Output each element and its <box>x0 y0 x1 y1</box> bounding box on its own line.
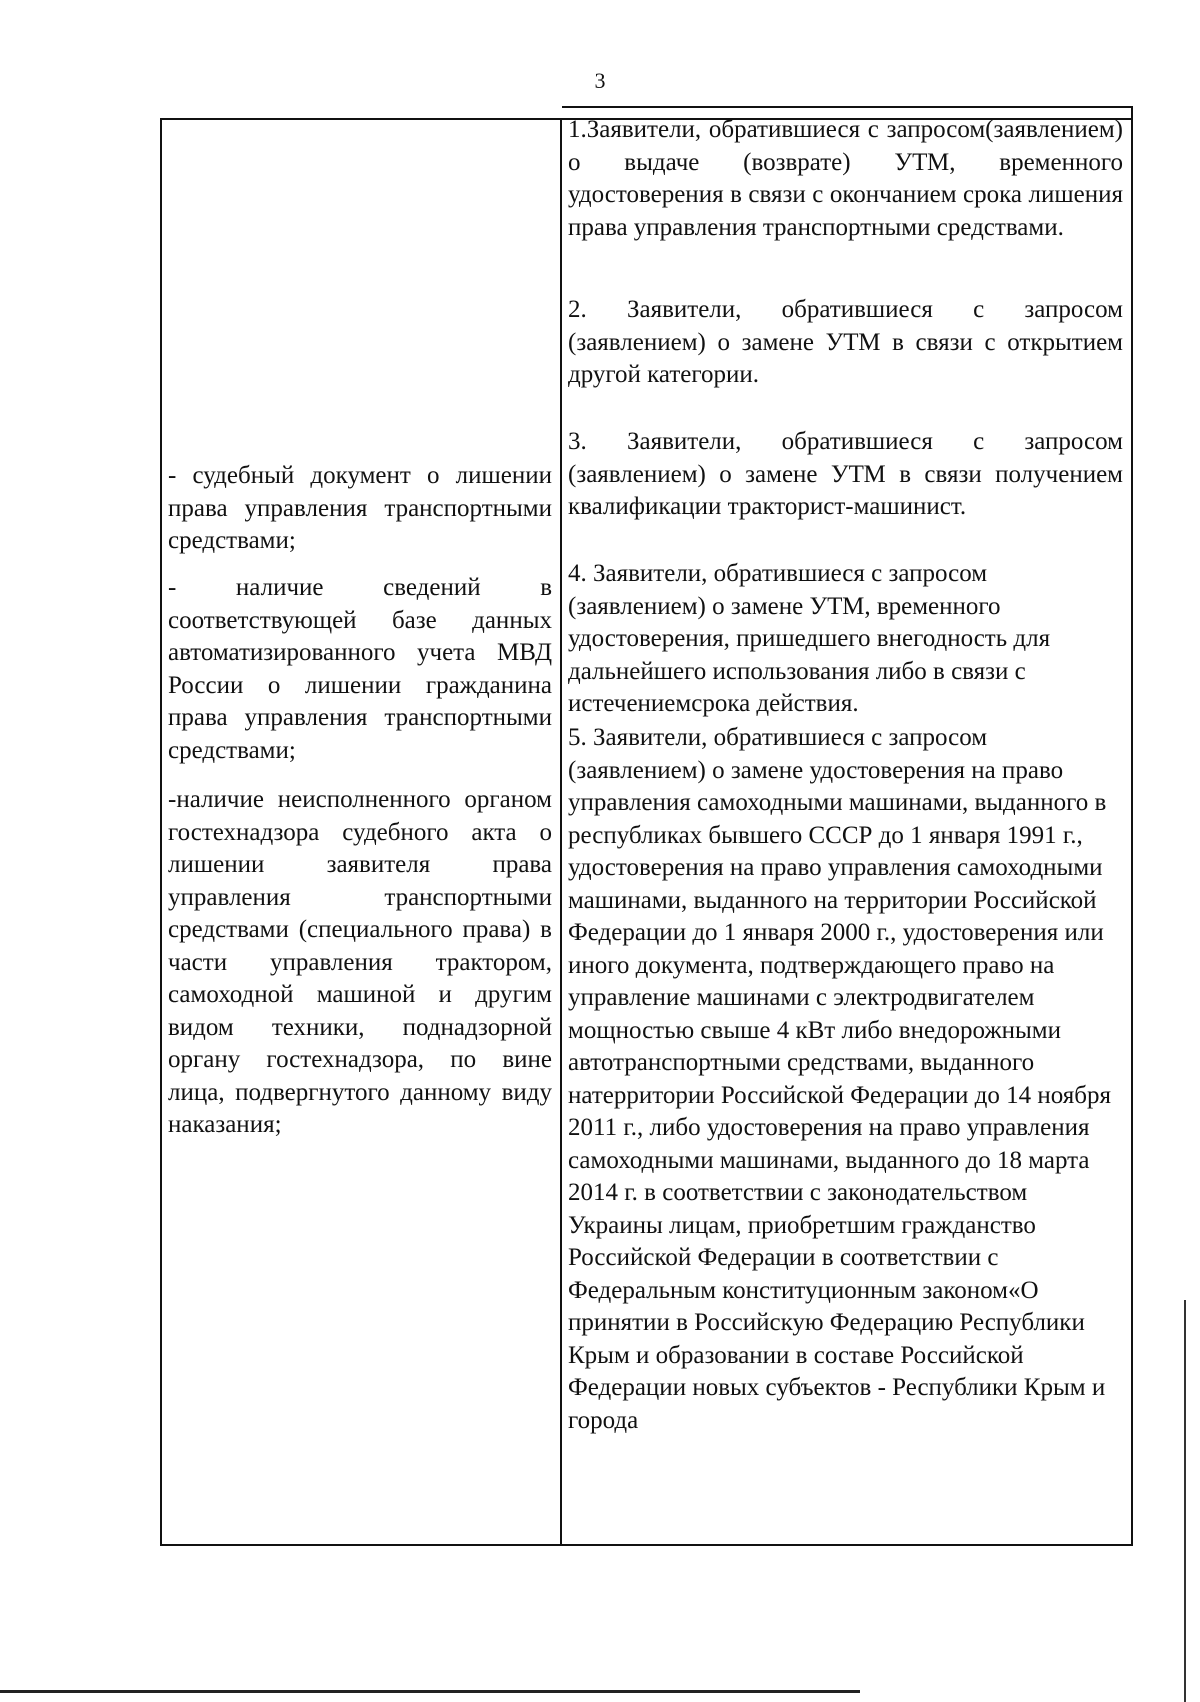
right-column-item-4: 4. Заявители, обратившиеся с запросом (заявлением) о замене УТМ, временного удостоверения, пришедшего внегодность для дальнейшего использования либо в связи с истечениемсрока действия. <box>568 560 1051 717</box>
right-column-item-2: 2. Заявители, обратившиеся с запросом (заявлением) о замене УТМ в связи с открытием другой категории. <box>568 296 1123 388</box>
table-column-left <box>162 120 562 1544</box>
left-column-item-2: - наличие сведений в соответствующей базе данных автоматизированного учета МВД России о лишении гражданина права управления транспортными средствами; <box>168 574 552 764</box>
scan-edge-line-bottom <box>0 1690 860 1693</box>
page-number: 3 <box>594 68 606 93</box>
right-column-item-5: 5. Заявители, обратившиеся с запросом (заявлением) о замене удостоверения на право управления самоходными машинами, выданного в республиках бывшего СССР до 1 января 1991 г., удостоверения на право управления самоходными машинами, выданного на территории Российской Федерации до 1 января 2000 г., удостоверения или иного документа, подтверждающего право на управление машинами с электродвигателем мощностью свыше 4 кВт либо внедорожными автотранспортными средствами, выданного натерритории Российской Федерации до 14 ноября 2011 г., либо удостоверения на право управления самоходными машинами, выданного до 18 марта 2014 г. в соответствии с законодательством Украины лицам, приобретшим гражданство Российской Федерации в соответствии с Федеральным конституционным законом«О принятии в Российскую Федерацию Республики Крым и образовании в составе Российской Федерации новых субъектов - Республики Крым и города <box>568 724 1111 1434</box>
right-column-item-1: 1.Заявители, обратившиеся с запросом(заявлением) о выдаче (возврате) УТМ, временного удостоверения в связи с окончанием срока лишения права управления транспортными средствами. <box>568 116 1123 241</box>
left-column-item-1: - судебный документ о лишении права управления транспортными средствами; <box>168 462 552 554</box>
document-table <box>160 118 1133 1546</box>
table-column-right <box>562 106 1133 1544</box>
right-column-item-3: 3. Заявители, обратившиеся с запросом (заявлением) о замене УТМ в связи получением квалификации тракторист-машинист. <box>568 428 1123 520</box>
left-column-item-3: -наличие неисполненного органом гостехнадзора судебного акта о лишении заявителя права управления транспортными средствами (специального права) в части управления трактором, самоходной машиной и другим видом техники, поднадзорной органу гостехнадзора, по вине лица, подвергнутого данному виду наказания; <box>168 786 552 1138</box>
scan-edge-line-right <box>1184 1300 1186 1702</box>
